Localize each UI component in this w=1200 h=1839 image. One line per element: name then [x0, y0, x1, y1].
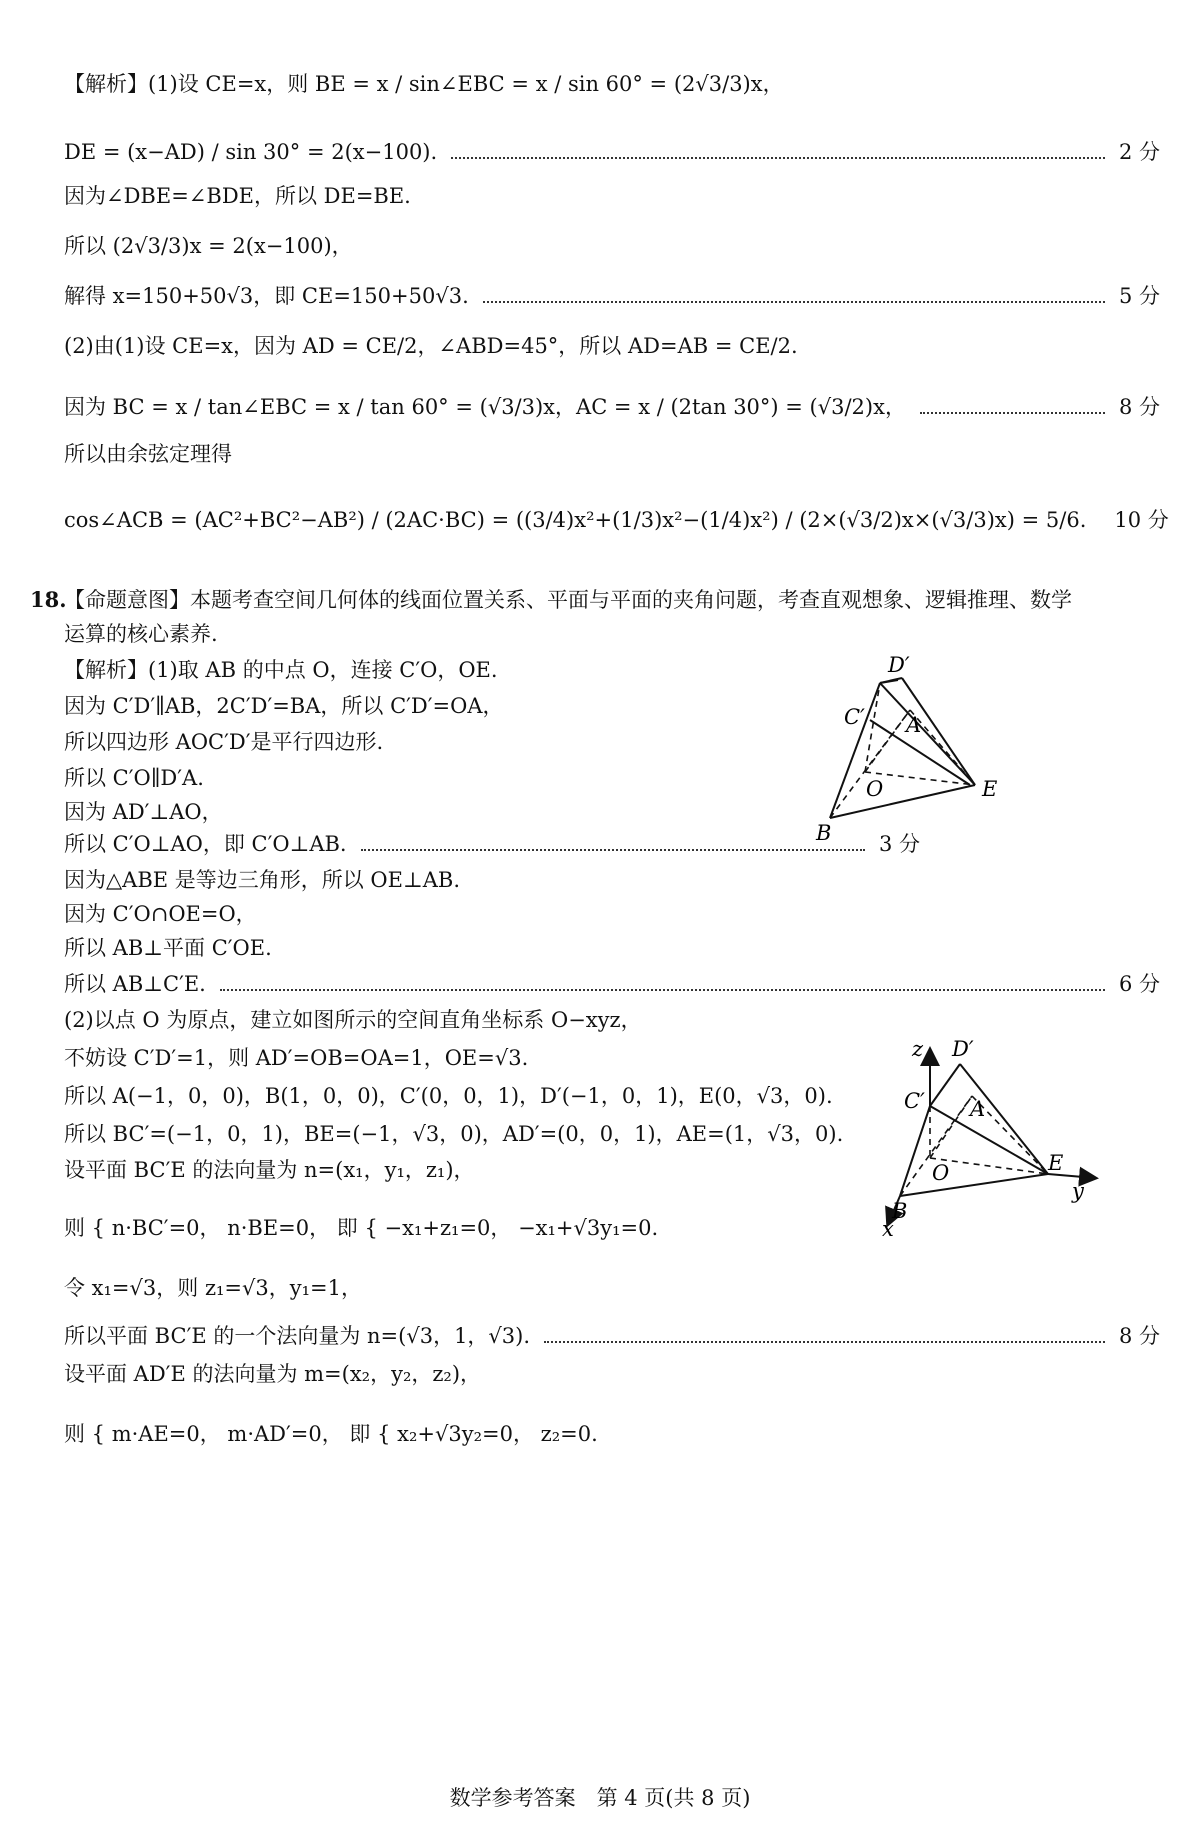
label-dprime: D′: [952, 1037, 974, 1061]
solution-line-17: 令 x₁=√3，则 z₁=√3，y₁=1，: [64, 1276, 363, 1300]
solution-line-8: 因为 C′O∩OE=O，: [64, 902, 257, 926]
label-a: A: [970, 1097, 986, 1121]
solution-line-2: 因为 C′D′∥AB，2C′D′=BA，所以 C′D′=OA，: [64, 694, 504, 718]
solution-line-12: 不妨设 C′D′=1，则 AD′=OB=OA=1，OE=√3.: [64, 1046, 529, 1070]
score: 10 分: [1114, 508, 1169, 532]
label-e: E: [982, 777, 998, 801]
pyramid-figure-2: [882, 1036, 1170, 1241]
solution-line-10: 所以 AB⊥C′E. 6 分: [64, 972, 1160, 996]
question-number: 18.: [30, 587, 67, 612]
analysis-line-9: cos∠ACB = (AC²+BC²−AB²) / (2AC·BC) = ((3/4)x²+(1/3)x²−(1/4)x²) / (2×(√3/2)x×(√3/3)x) = 5/6. 10 分: [64, 508, 1169, 532]
solution-line-18: 所以平面 BC′E 的一个法向量为 n=(√3，1，√3). 8 分: [64, 1324, 1160, 1348]
label-b: B: [892, 1199, 908, 1223]
solution-line-11: (2)以点 O 为原点，建立如图所示的空间直角坐标系 O−xyz，: [64, 1008, 642, 1032]
score: 8 分: [1118, 1324, 1160, 1348]
edge-o-cprime: [865, 683, 880, 772]
solution-line-9: 所以 AB⊥平面 C′OE.: [64, 936, 272, 960]
solution-line-20: 则 { m·AE=0， m·AD′=0， 即 { x₂+√3y₂=0， z₂=0.: [64, 1422, 598, 1446]
label-a: A: [906, 713, 922, 737]
solution-line-16: 则 { n·BC′=0， n·BE=0， 即 { −x₁+z₁=0， −x₁+√3y₁=0.: [64, 1216, 659, 1240]
solution-line-5: 因为 AD′⊥AO，: [64, 800, 223, 824]
score: 6 分: [1118, 972, 1160, 996]
score: 5 分: [1118, 284, 1160, 308]
analysis-line-6: (2)由(1)设 CE=x，因为 AD = CE/2，∠ABD=45°，所以 AD=AB = CE/2.: [64, 334, 798, 358]
solution-line-6: 所以 C′O⊥AO，即 C′O⊥AB. 3 分: [64, 832, 920, 856]
label-y: y: [1072, 1179, 1084, 1203]
label-b: B: [816, 821, 832, 845]
label-cprime: C′: [904, 1089, 925, 1113]
analysis-line-4: 所以 (2√3/3)x = 2(x−100)，: [64, 234, 353, 258]
solution-line-13: 所以 A(−1，0，0)，B(1，0，0)，C′(0，0，1)，D′(−1，0，1)，E(0，√3，0).: [64, 1084, 833, 1108]
analysis-line-1: 【解析】(1)设 CE=x，则 BE = x / sin∠EBC = x / sin 60° = (2√3/3)x，: [64, 72, 784, 96]
solution-line-14: 所以 BC′=(−1，0，1)，BE=(−1，√3，0)，AD′=(0，0，1)，AE=(1，√3，0).: [64, 1122, 844, 1146]
solution-line-7: 因为△ABE 是等边三角形，所以 OE⊥AB.: [64, 868, 460, 892]
analysis-line-7: 因为 BC = x / tan∠EBC = x / tan 60° = (√3/3)x，AC = x / (2tan 30°) = (√3/2)x， 8 分: [64, 395, 1160, 419]
pyramid-figure-1: [810, 650, 1190, 850]
solution-line-3: 所以四边形 AOC′D′是平行四边形.: [64, 730, 384, 754]
analysis-line-8: 所以由余弦定理得: [64, 442, 232, 466]
intent-line-1: 【命题意图】本题考查空间几何体的线面位置关系、平面与平面的夹角问题，考查直观想象、逻辑推理、数学: [64, 588, 1072, 612]
analysis-line-2: DE = (x−AD) / sin 30° = 2(x−100). 2 分: [64, 140, 1160, 164]
label-z: z: [912, 1037, 924, 1061]
solution-line-19: 设平面 AD′E 的法向量为 m=(x₂，y₂，z₂)，: [64, 1362, 482, 1386]
solution-line-4: 所以 C′O∥D′A.: [64, 766, 204, 790]
analysis-line-3: 因为∠DBE=∠BDE，所以 DE=BE.: [64, 184, 411, 208]
analysis-line-5: 解得 x=150+50√3，即 CE=150+50√3. 5 分: [64, 284, 1160, 308]
page-footer: 数学参考答案 第 4 页(共 8 页): [449, 1786, 751, 1810]
intent-line-2: 运算的核心素养.: [64, 622, 218, 646]
label-o: O: [932, 1161, 950, 1185]
solution-line-15: 设平面 BC′E 的法向量为 n=(x₁，y₁，z₁)，: [64, 1158, 475, 1182]
score: 8 分: [1118, 395, 1160, 419]
label-o: O: [866, 777, 884, 801]
label-x: x: [882, 1217, 894, 1241]
label-cprime: C′: [844, 705, 865, 729]
label-e: E: [1048, 1151, 1064, 1175]
label-dprime: D′: [888, 653, 910, 677]
score: 3 分: [878, 832, 920, 856]
score: 2 分: [1118, 140, 1160, 164]
solution-line-1: 【解析】(1)取 AB 的中点 O，连接 C′O，OE.: [64, 658, 498, 682]
